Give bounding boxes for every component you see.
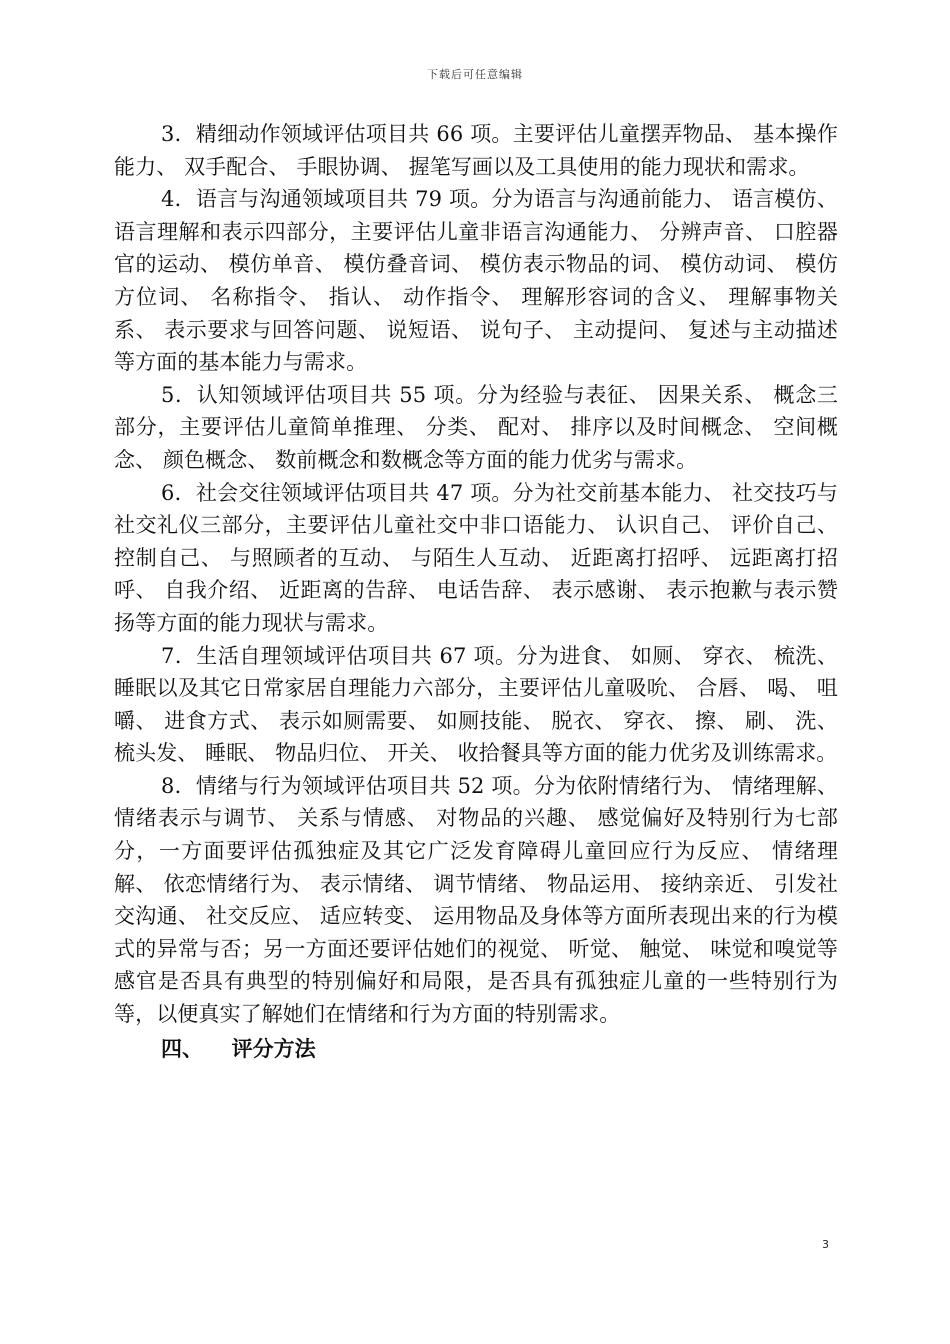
page-header: 下载后可任意编辑 (427, 68, 523, 81)
paragraph-fine-motor: 3．精细动作领域评估项目共 66 项。主要评估儿童摆弄物品、 基本操作能力、 双手配合、 手眼协调、 握笔写画以及工具使用的能力现状和需求。 (114, 122, 838, 179)
section-title: 评分方法 (231, 1036, 316, 1061)
paragraph-cognition: 5．认知领域评估项目共 55 项。分为经验与表征、 因果关系、 概念三部分，主要评估儿童简单推理、 分类、 配对、 排序以及时间概念、 空间概念、 颜色概念、 数前概念和数概念等方面的能力优劣与需求。 (114, 382, 838, 472)
section-heading (161, 1033, 838, 1065)
document-body (114, 118, 838, 1065)
paragraph-social-interaction: 6．社会交往领域评估项目共 47 项。分为社交前基本能力、 社交技巧与社交礼仪三部分，主要评估儿童社交中非口语能力、 认识自己、 评价自己、 控制自己、 与照顾者的互动、 与陌生人互动、 近距离打招呼、 远距离打招呼、 自我介绍、 近距离的告辞、 电话告辞、 表示感谢、 表示抱歉与表示赞扬等方面的能力现状与需求。 (114, 480, 838, 635)
paragraph-emotion-behavior: 8．情绪与行为领域评估项目共 52 项。分为依附情绪行为、 情绪理解、 情绪表示与调节、 关系与情感、 对物品的兴趣、 感觉偏好及特别行为七部分，一方面要评估孤独症及其它广泛发育障碍儿童回应行为反应、 情绪理解、 依恋情绪行为、 表示情绪、 调节情绪、 物品运用、 接纳亲近、 引发社交沟通、 社交反应、 适应转变、 运用物品及身体等方面所表现出来的行为模式的异常与否；另一方面还要评估她们的视觉、 听觉、 触觉、 味觉和嗅觉等感官是否具有典型的特别偏好和局限，是否具有孤独症儿童的一些特别行为等，以便真实了解她们在情绪和行为方面的特别需求。 (114, 773, 838, 1027)
paragraph-self-care: 7．生活自理领域评估项目共 67 项。分为进食、 如厕、 穿衣、 梳洗、 睡眠以及其它日常家居自理能力六部分，主要评估儿童吸吮、 合唇、 喝、 咀嚼、 进食方式、 表示如厕需要、 如厕技能、 脱衣、 穿衣、 擦、 刷、 洗、 梳头发、 睡眠、 物品归位、 开关、 收拾餐具等方面的能力优劣及训练需求。 (114, 643, 838, 766)
paragraph-language-communication: 4．语言与沟通领域项目共 79 项。分为语言与沟通前能力、 语言模仿、 语言理解和表示四部分，主要评估儿童非语言沟通能力、 分辨声音、 口腔器官的运动、 模仿单音、 模仿叠音词、 模仿表示物品的词、 模仿动词、 模仿方位词、 名称指令、 指认、 动作指令、 理解形容词的含义、 理解事物关系、 表示要求与回答问题、 说短语、 说句子、 主动提问、 复述与主动描述等方面的基本能力与需求。 (114, 187, 838, 375)
page-number: 3 (822, 1238, 829, 1251)
section-number: 四、 (161, 1036, 203, 1061)
